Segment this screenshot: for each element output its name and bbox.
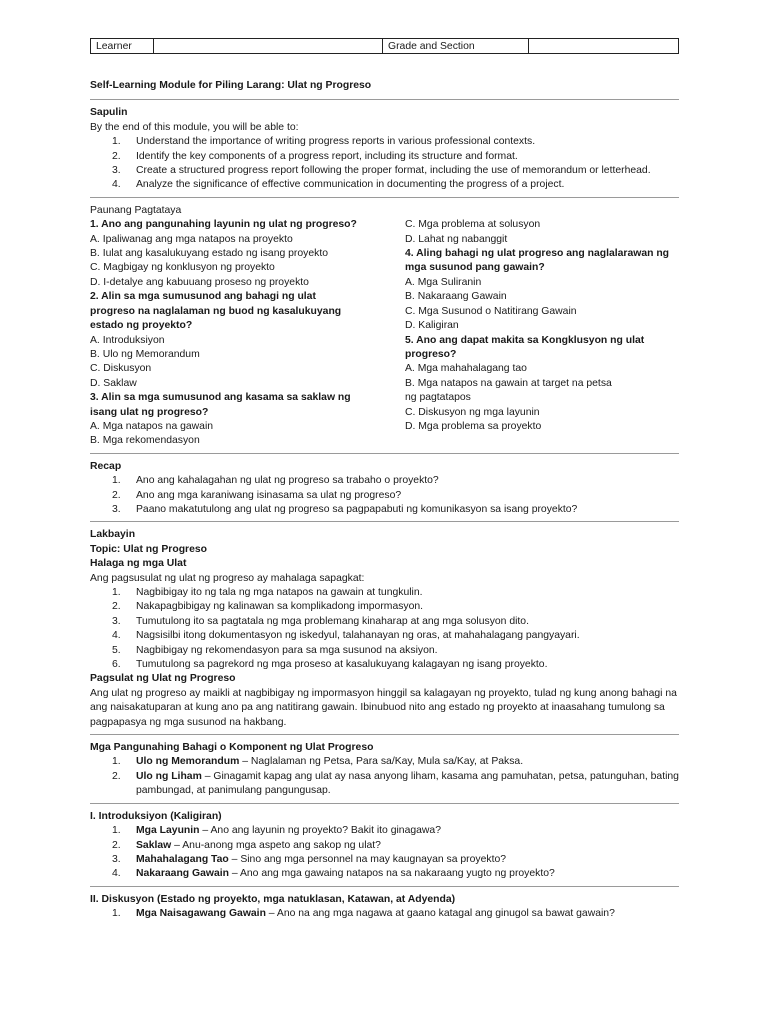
section-heading: Paunang Pagtataya: [90, 204, 182, 216]
quiz-choice: A. Mga natapos na gawain: [90, 420, 214, 432]
list-item: 2. Identify the key components of a progress report, including its structure and format.: [112, 150, 518, 162]
quiz-choice: B. Ulo ng Memorandum: [90, 348, 200, 360]
objectives-list: [90, 135, 679, 193]
quiz-left-column: [90, 218, 405, 449]
topic-line: Topic: Ulat ng Progreso: [90, 543, 207, 555]
list-item: 1. Mga Naisagawang Gawain – Ano na ang mga nagawa at gaano katagal ang ginugol sa bawat gawain?: [112, 908, 615, 920]
list-item: 1. Ano ang kahalagahan ng ulat ng progreso sa trabaho o proyekto?: [112, 475, 439, 487]
quiz-question: 5. Ano ang dapat makita sa Kongklusyon ng ulat progreso?: [405, 334, 645, 360]
divider: [90, 99, 679, 100]
diskusyon-list: [90, 907, 679, 921]
quiz-question: 1. Ano ang pangunahing layunin ng ulat ng progreso?: [90, 219, 357, 231]
list-item: 1. Ulo ng Memorandum – Naglalaman ng Petsa, Para sa/Kay, Mula sa/Kay, at Paksa.: [112, 756, 524, 768]
paragraph: Ang ulat ng progreso ay maikli at nagbibigay ng impormasyon hinggil sa kalagayan ng proyekto, tulad ng kung anong bahagi na ang naisakatuparan at kung ano pa ang natitirang gawain. Ibinubuod nito ang estado ng proyekto at inaasahang tumulong sa pagpapasya ng mga susunod na hakbang.: [90, 687, 677, 728]
quiz-choice: C. Diskusyon: [90, 363, 152, 375]
grade-section-field[interactable]: [529, 39, 679, 54]
komponent-list: [90, 755, 679, 798]
list-item: 2. Ulo ng Liham – Ginagamit kapag ang ulat ay nasa anyong liham, kasama ang pamuhatan, petsa, patunguhan, bating pambungad, at panimulang pangungusap.: [112, 770, 679, 797]
quiz-choice: D. I-detalye ang kabuuang proseso ng proyekto: [90, 276, 309, 288]
list-item: 6. Tumutulong sa pagrekord ng mga proseso at kasalukuyang kalagayan ng isang proyekto.: [112, 659, 548, 671]
quiz-right-column: [405, 218, 679, 449]
sapulin-section: [90, 106, 679, 192]
quiz-choice: A. Mga Suliranin: [405, 276, 482, 288]
komponent-section: [90, 741, 679, 799]
recap-list: [90, 474, 679, 517]
divider: [90, 803, 679, 804]
list-item: 1. Mga Layunin – Ano ang layunin ng proyekto? Bakit ito ginagawa?: [112, 825, 441, 837]
divider: [90, 521, 679, 522]
document-page: [90, 38, 679, 922]
quiz-question: 3. Alin sa mga sumusunod ang kasama sa saklaw ng isang ulat ng progreso?: [90, 392, 351, 418]
grade-section-label: Grade and Section: [383, 39, 529, 54]
quiz-choice: C. Mga Susunod o Natitirang Gawain: [405, 305, 577, 317]
list-item: 3. Mahahalagang Tao – Sino ang mga personnel na may kaugnayan sa proyekto?: [112, 853, 507, 865]
list-item: 3. Create a structured progress report following the proper format, including the use of memorandum or letterhead.: [112, 165, 651, 177]
learner-info-table: [90, 38, 679, 54]
quiz-question: 2. Alin sa mga sumusunod ang bahagi ng ulat progreso na naglalaman ng buod ng kasalukuyang estado ng proyekto?: [90, 291, 342, 332]
section-heading: Mga Pangunahing Bahagi o Komponent ng Ulat Progreso: [90, 742, 374, 754]
introduksiyon-section: [90, 810, 679, 882]
quiz-choice: C. Mga problema at solusyon: [405, 219, 541, 231]
list-item: 2. Saklaw – Anu-anong mga aspeto ang sakop ng ulat?: [112, 839, 381, 851]
list-item: 4. Nakaraang Gawain – Ano ang mga gawaing natapos na sa nakaraang yugto ng proyekto?: [112, 868, 555, 880]
quiz-choice: C. Magbigay ng konklusyon ng proyekto: [90, 262, 275, 274]
subsection-heading: Halaga ng mga Ulat: [90, 558, 187, 570]
quiz-choice: A. Introduksiyon: [90, 334, 165, 346]
learner-label: Learner: [91, 39, 154, 54]
quiz-choice: A. Mga mahahalagang tao: [405, 363, 527, 375]
divider: [90, 734, 679, 735]
section-heading: I. Introduksiyon (Kaligiran): [90, 810, 222, 822]
list-item: 1. Nagbibigay ito ng tala ng mga natapos na gawain at tungkulin.: [112, 587, 423, 598]
quiz-choice: A. Ipaliwanag ang mga natapos na proyekto: [90, 233, 293, 245]
quiz-choice: B. Mga rekomendasyon: [90, 435, 200, 447]
lakbayin-section: [90, 528, 679, 730]
list-item: 4. Analyze the significance of effective communication in documenting the progress of a project.: [112, 179, 565, 191]
learner-field[interactable]: [154, 39, 383, 54]
section-heading: Recap: [90, 460, 122, 472]
list-item: 5. Nagbibigay ng rekomendasyon para sa mga susunod na aksiyon.: [112, 644, 438, 656]
divider: [90, 453, 679, 454]
quiz-choice: B. Nakaraang Gawain: [405, 291, 507, 303]
section-heading: Sapulin: [90, 107, 128, 119]
quiz-choice: B. Mga natapos na gawain at target na petsa ng pagtatapos: [405, 377, 612, 404]
list-item: 4. Nagsisilbi itong dokumentasyon ng iskedyul, talahanayan ng oras, at mahahalagang pangyayari.: [112, 630, 580, 642]
list-item: 1. Understand the importance of writing progress reports in various professional contexts.: [112, 136, 536, 148]
module-title: Self-Learning Module for Piling Larang: Ulat ng Progreso: [90, 80, 372, 91]
quiz-choice: D. Mga problema sa proyekto: [405, 420, 542, 432]
quiz-question: 4. Aling bahagi ng ulat progreso ang naglalarawan ng mga susunod pang gawain?: [405, 248, 670, 274]
list-item: 3. Paano makatutulong ang ulat ng progreso sa pagpapabuti ng komunikasyon sa isang proyekto?: [112, 503, 578, 515]
section-heading: Lakbayin: [90, 529, 136, 541]
quiz-choice: D. Lahat ng nabanggit: [405, 233, 508, 245]
subsection-heading: Pagsulat ng Ulat ng Progreso: [90, 673, 236, 685]
section-intro: By the end of this module, you will be able to:: [90, 121, 299, 133]
quiz-choice: B. Iulat ang kasalukuyang estado ng isang proyekto: [90, 248, 328, 260]
recap-section: [90, 460, 679, 518]
introduksiyon-list: [90, 824, 679, 882]
list-item: 2. Ano ang mga karaniwang isinasama sa ulat ng progreso?: [112, 489, 402, 501]
list-item: 2. Nakapagbibigay ng kalinawan sa komplikadong impormasyon.: [112, 601, 424, 613]
quiz-choice: D. Kaligiran: [405, 320, 459, 332]
diskusyon-section: [90, 893, 679, 922]
divider: [90, 197, 679, 198]
section-heading: II. Diskusyon (Estado ng proyekto, mga natuklasan, Katawan, at Adyenda): [90, 893, 456, 905]
section-intro: Ang pagsusulat ng ulat ng progreso ay mahalaga sapagkat:: [90, 572, 365, 584]
halaga-list: [90, 586, 679, 672]
list-item: 3. Tumutulong ito sa pagtatala ng mga problemang kinaharap at ang mga solusyon dito.: [112, 615, 529, 627]
divider: [90, 886, 679, 887]
quiz-choice: D. Saklaw: [90, 377, 137, 389]
quiz-choice: C. Diskusyon ng mga layunin: [405, 406, 540, 418]
paunang-pagtataya-section: [90, 204, 679, 449]
